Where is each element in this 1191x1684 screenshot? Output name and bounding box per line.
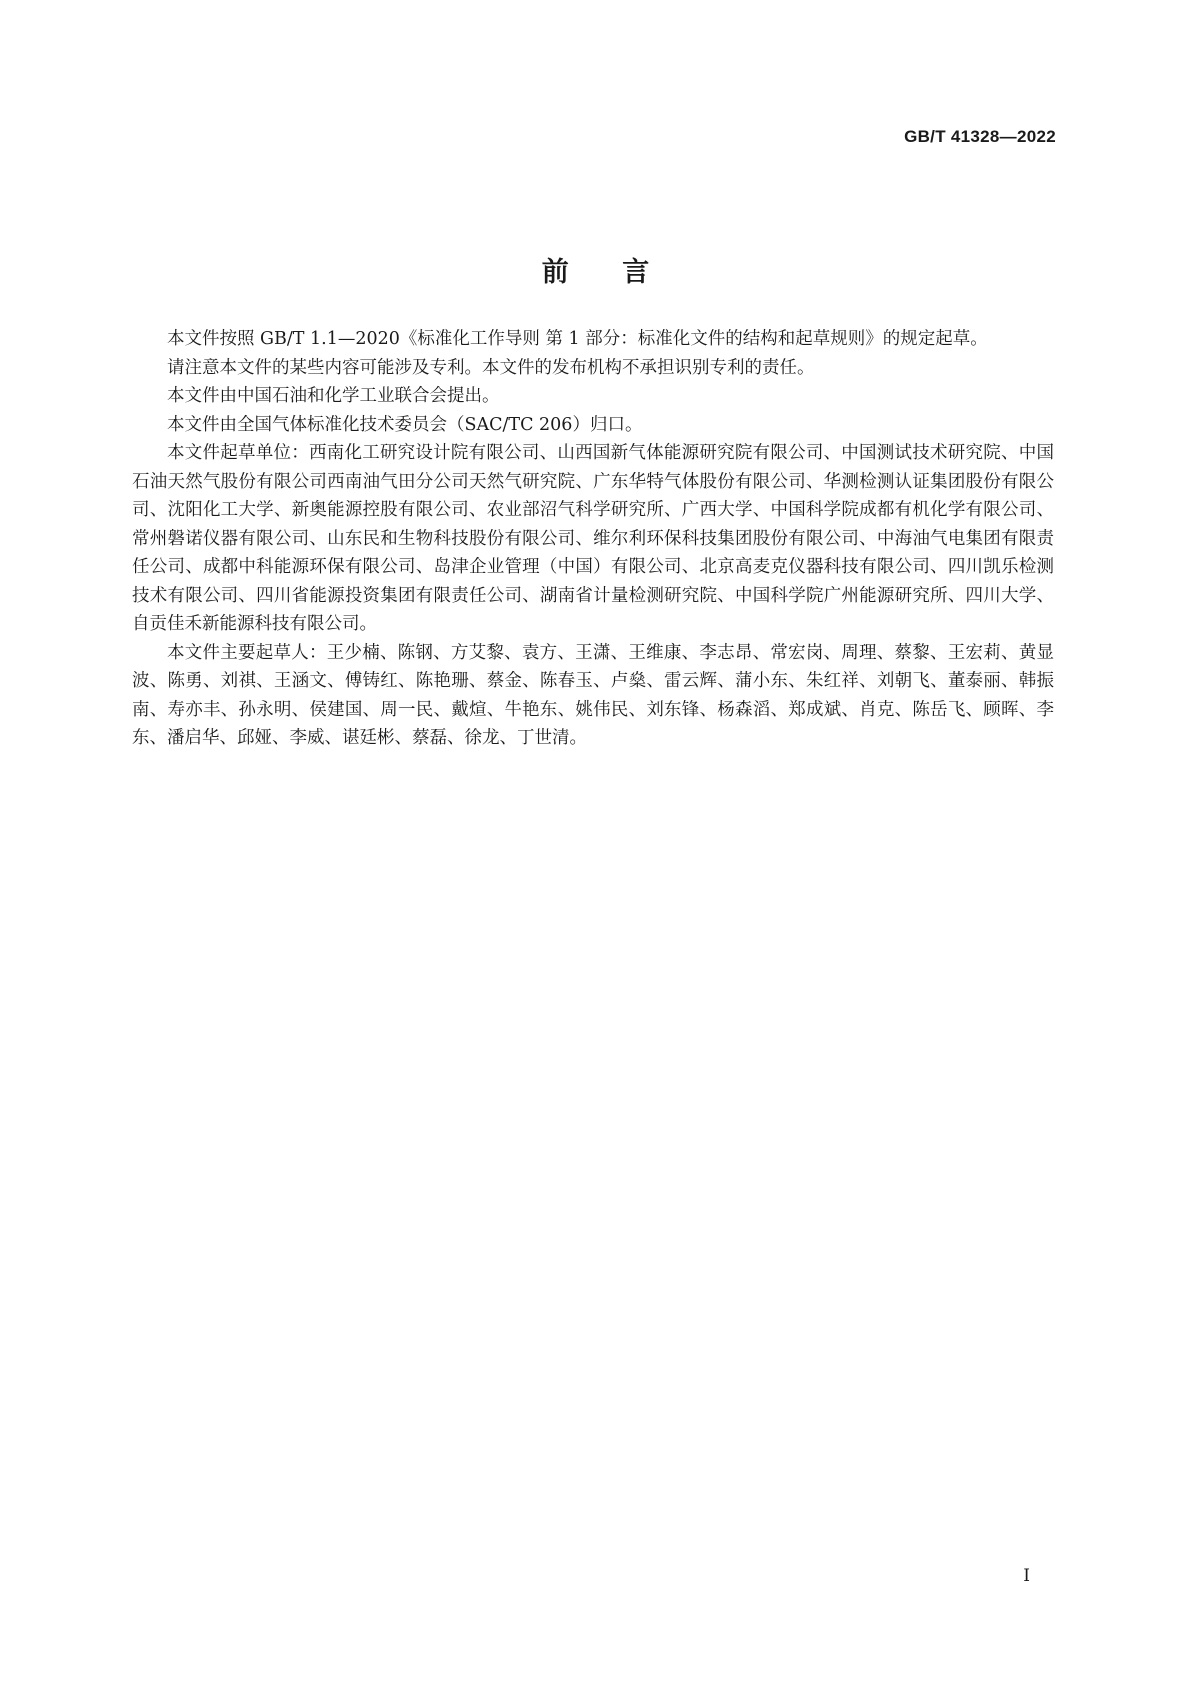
- paragraph-drafters: 本文件主要起草人：王少楠、陈钢、方艾黎、袁方、王潇、王维康、李志昂、常宏岗、周理、蔡黎、王宏莉、黄显波、陈勇、刘祺、王涵文、傅铸红、陈艳珊、蔡金、陈春玉、卢燊、雷云辉、蒲小东、朱红祥、刘朝飞、董泰丽、韩振南、寿亦丰、孙永明、侯建国、周一民、戴煊、牛艳东、姚伟民、刘东锋、杨森滔、郑成斌、肖克、陈岳飞、顾晖、李东、潘启华、邱娅、李威、谌廷彬、蔡磊、徐龙、丁世清。: [132, 642, 1054, 748]
- page-number: I: [1023, 1566, 1030, 1586]
- standard-code: GB/T 41328—2022: [904, 127, 1056, 146]
- paragraph-drafting-units: 本文件起草单位：西南化工研究设计院有限公司、山西国新气体能源研究院有限公司、中国测试技术研究院、中国石油天然气股份有限公司西南油气田分公司天然气研究院、广东华特气体股份有限公司、华测检测认证集团股份有限公司、沈阳化工大学、新奥能源控股有限公司、农业部沼气科学研究所、广西大学、中国科学院成都有机化学有限公司、常州磐诺仪器有限公司、山东民和生物科技股份有限公司、维尔利环保科技集团股份有限公司、中海油气电集团有限责任公司、成都中科能源环保有限公司、岛津企业管理（中国）有限公司、北京高麦克仪器科技有限公司、四川凯乐检测技术有限公司、四川省能源投资集团有限责任公司、湖南省计量检测研究院、中国科学院广州能源研究所、四川大学、自贡佳禾新能源科技有限公司。: [132, 443, 1054, 634]
- document-body: [132, 325, 1054, 753]
- paragraph-patent-notice: 请注意本文件的某些内容可能涉及专利。本文件的发布机构不承担识别专利的责任。: [167, 357, 815, 378]
- page-title: 前 言: [541, 257, 672, 289]
- paragraph-technical-committee: 本文件由全国气体标准化技术委员会（SAC/TC 206）归口。: [167, 414, 643, 435]
- paragraph-proposer: 本文件由中国石油和化学工业联合会提出。: [167, 386, 500, 406]
- paragraph-drafting-rules: 本文件按照 GB/T 1.1—2020《标准化工作导则 第 1 部分：标准化文件的结构和起草规则》的规定起草。: [167, 329, 988, 349]
